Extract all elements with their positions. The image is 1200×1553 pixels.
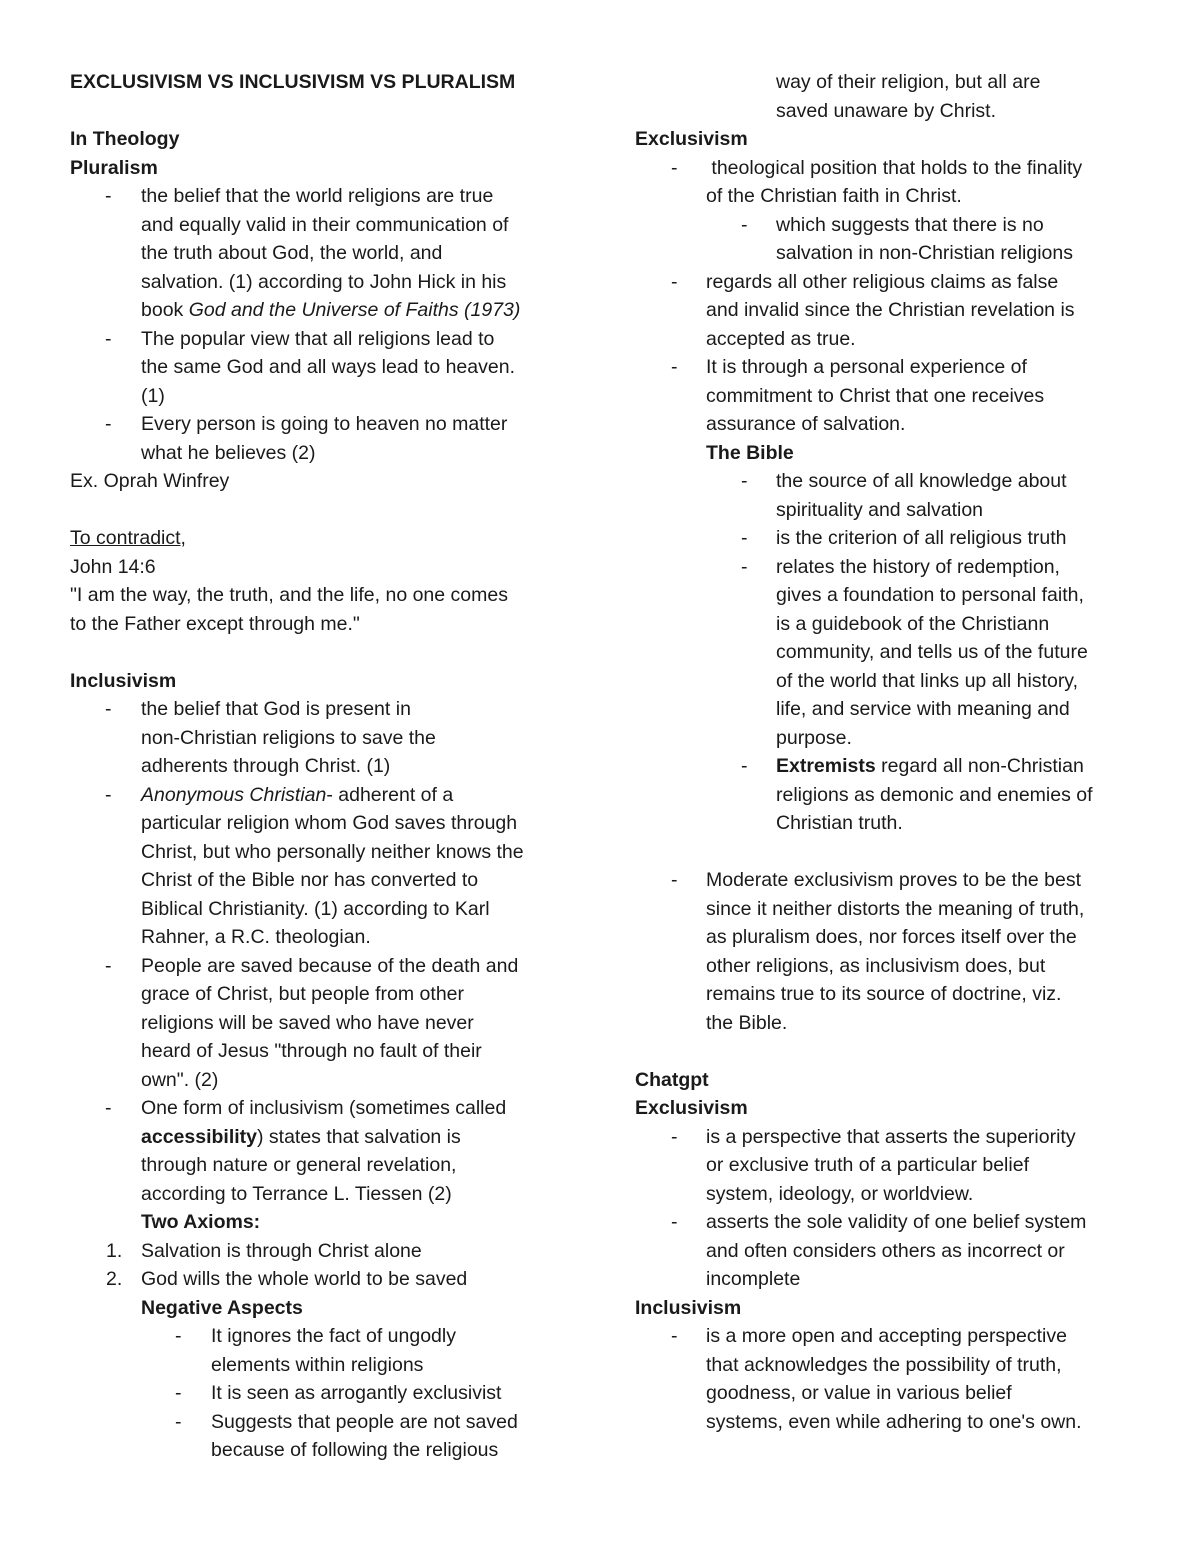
section-heading-text: Chatgpt: [635, 1068, 709, 1091]
list-marker: -: [671, 270, 678, 293]
list-item: [635, 353, 1135, 439]
section-heading: [635, 125, 1135, 154]
list-marker: -: [671, 1211, 678, 1233]
list-item-line: which suggests that there is no: [776, 213, 1044, 236]
list-item: [70, 410, 570, 467]
list-item-line: People are saved because of the death and: [141, 954, 519, 977]
list-item: [70, 1237, 570, 1266]
list-marker: -: [105, 413, 112, 435]
section-heading-text: Inclusivism: [635, 1296, 742, 1319]
section-heading: [635, 1066, 1135, 1095]
subheading-text: The Bible: [706, 441, 794, 464]
section-heading: [635, 1294, 1135, 1323]
paragraph-line-text: "I am the way, the truth, and the life, no one comes: [70, 584, 508, 606]
italic-term: God and the Universe of Faiths (1973): [188, 299, 521, 321]
list-item-line: the Bible.: [706, 1011, 788, 1034]
list-item-line: community, and tells us of the future: [776, 641, 1088, 663]
blank-line: [70, 97, 570, 126]
list-item-continuation: [70, 296, 570, 325]
subheading: [70, 1294, 570, 1323]
list-marker: -: [741, 470, 748, 492]
list-item-line: through nature or general revelation,: [141, 1154, 457, 1176]
list-item-line: God wills the whole world to be saved: [141, 1268, 468, 1290]
list-item-line: system, ideology, or worldview.: [706, 1182, 974, 1205]
list-marker: -: [105, 327, 112, 350]
list-item-line: It ignores the fact of ungodly: [211, 1325, 456, 1347]
list-item-line: since it neither distorts the meaning of truth,: [706, 897, 1085, 920]
subheading-text: Two Axioms:: [141, 1211, 261, 1233]
list-marker: -: [105, 185, 112, 207]
list-item-line: One form of inclusivism (sometimes called: [141, 1097, 507, 1119]
list-marker: -: [175, 1325, 182, 1347]
section-heading: [70, 667, 570, 696]
list-item-line: Rahner, a R.C. theologian.: [141, 926, 371, 948]
list-item-line: particular religion whom God saves through: [141, 812, 518, 834]
list-item-line: of the world that links up all history,: [776, 669, 1079, 692]
section-heading-text: Exclusivism: [635, 1097, 748, 1119]
list-item: [635, 1208, 1135, 1294]
subheading: [70, 1208, 570, 1237]
document-title-text: EXCLUSIVISM VS INCLUSIVISM VS PLURALISM: [70, 71, 516, 93]
list-item-line: remains true to its source of doctrine, viz.: [706, 983, 1062, 1005]
list-item: [635, 467, 1135, 524]
list-item-continuation: [70, 809, 570, 952]
list-item-line: gives a foundation to personal faith,: [776, 584, 1084, 606]
list-item-line: or exclusive truth of a particular belief: [706, 1154, 1029, 1176]
text-run: regard all non-Christian: [875, 755, 1084, 777]
list-item-line: and invalid since the Christian revelation is: [706, 299, 1075, 321]
list-item-line: the belief that God is present in: [141, 698, 411, 720]
paragraph-line: [70, 467, 570, 496]
section-heading-text: Exclusivism: [635, 128, 748, 150]
list-item-line: and equally valid in their communication of: [141, 213, 509, 236]
list-item-line: the source of all knowledge about: [776, 470, 1067, 492]
list-item-line: is a more open and accepting perspective: [706, 1325, 1067, 1347]
list-item: [635, 752, 1135, 781]
right-column: [635, 68, 1135, 1436]
list-item: [70, 781, 570, 810]
list-marker: -: [741, 213, 748, 236]
text-run: - adherent of a: [326, 783, 454, 806]
list-item-line: salvation. (1) according to John Hick in his: [141, 270, 507, 293]
list-item-line: [776, 752, 1135, 781]
list-item-line: spirituality and salvation: [776, 498, 984, 521]
list-item-continuation: [70, 1123, 570, 1152]
list-marker: -: [741, 527, 748, 549]
paragraph-line-text: Ex. Oprah Winfrey: [70, 470, 230, 492]
paragraph-line-text: John 14:6: [70, 555, 156, 578]
list-item: [70, 182, 570, 296]
list-item-line: assurance of salvation.: [706, 413, 906, 435]
list-item-line: commitment to Christ that one receives: [706, 384, 1045, 407]
list-item: [635, 553, 1135, 753]
list-item-line: incomplete: [706, 1268, 801, 1290]
list-item-line: Every person is going to heaven no matter: [141, 413, 508, 435]
section-heading: [635, 1094, 1135, 1123]
blank-line: [635, 1037, 1135, 1066]
list-item-line: asserts the sole validity of one belief system: [706, 1211, 1087, 1233]
list-item-line: purpose.: [776, 726, 852, 749]
underlined-line-text: To contradict,: [70, 527, 186, 549]
list-item: [70, 1265, 570, 1294]
list-item: [635, 524, 1135, 553]
section-heading-text: Inclusivism: [70, 669, 177, 692]
list-item-line: the same God and all ways lead to heaven.: [141, 356, 515, 378]
list-item: [635, 1123, 1135, 1209]
list-item-line: [141, 1123, 570, 1152]
list-marker: -: [105, 783, 112, 806]
list-item-line: is a perspective that asserts the superiority: [706, 1125, 1076, 1148]
list-marker: -: [671, 1125, 678, 1148]
list-item-line: as pluralism does, nor forces itself over the: [706, 926, 1077, 948]
list-marker: -: [741, 755, 748, 777]
list-item: [635, 866, 1135, 1037]
list-marker: 2.: [106, 1268, 123, 1290]
list-item-continuation: [635, 68, 1135, 125]
list-item-line: Christian truth.: [776, 812, 903, 834]
list-item-line: regards all other religious claims as false: [706, 270, 1059, 293]
list-item-line: goodness, or value in various belief: [706, 1382, 1012, 1404]
paragraph-line: [70, 553, 570, 582]
list-item-line: other religions, as inclusivism does, but: [706, 954, 1046, 977]
list-marker: -: [741, 555, 748, 578]
list-marker: -: [175, 1410, 182, 1433]
list-item-line: Christ, but who personally neither knows the: [141, 840, 524, 863]
list-item-line: is the criterion of all religious truth: [776, 527, 1067, 549]
list-item-line: that acknowledges the possibility of truth,: [706, 1353, 1062, 1376]
section-heading-text: In Theology: [70, 128, 180, 150]
list-marker: 1.: [106, 1239, 123, 1262]
list-item: [635, 1322, 1135, 1436]
list-item-line: according to Terrance L. Tiessen (2): [141, 1182, 452, 1205]
list-item-line: systems, even while adhering to one's own.: [706, 1410, 1082, 1433]
list-marker: -: [105, 1097, 112, 1119]
list-item-continuation: [70, 1151, 570, 1208]
list-item: [635, 154, 1135, 211]
paragraph-line: [70, 581, 570, 610]
list-item-line: what he believes (2): [141, 441, 316, 464]
list-item-line: heard of Jesus "through no fault of their: [141, 1040, 482, 1062]
list-item-line: grace of Christ, but people from other: [141, 983, 464, 1005]
list-item-line: [141, 781, 570, 810]
text-run: ) states that salvation is: [257, 1125, 461, 1148]
list-marker: -: [105, 698, 112, 720]
subheading: [635, 439, 1135, 468]
list-item: [70, 952, 570, 1095]
list-item-line: saved unaware by Christ.: [776, 99, 997, 122]
left-column: [70, 68, 570, 1465]
bold-term: Extremists: [776, 755, 876, 777]
list-marker: -: [671, 1325, 678, 1347]
list-item-line: It is seen as arrogantly exclusivist: [211, 1382, 502, 1404]
italic-term: Anonymous Christian: [141, 783, 327, 806]
underlined-line: [70, 524, 570, 553]
list-item-line: Salvation is through Christ alone: [141, 1239, 422, 1262]
list-item-line: Moderate exclusivism proves to be the best: [706, 869, 1082, 891]
list-item: [70, 1379, 570, 1408]
section-heading: [70, 125, 570, 154]
list-item: [635, 268, 1135, 354]
list-item-line: adherents through Christ. (1): [141, 755, 391, 777]
list-marker: -: [105, 954, 112, 977]
list-item-line: relates the history of redemption,: [776, 555, 1060, 578]
list-item-line: religions as demonic and enemies of: [776, 783, 1093, 806]
list-item-line: accepted as true.: [706, 327, 856, 350]
list-item-line: religions will be saved who have never: [141, 1011, 474, 1034]
list-item-line: salvation in non-Christian religions: [776, 242, 1073, 264]
list-item-line: elements within religions: [211, 1353, 424, 1376]
list-item-line: is a guidebook of the Christiann: [776, 612, 1050, 635]
document-title: [70, 68, 570, 97]
list-item-line: own". (2): [141, 1068, 219, 1091]
list-item: [70, 1094, 570, 1123]
list-item-line: and often considers others as incorrect or: [706, 1239, 1065, 1262]
list-item-line: way of their religion, but all are: [776, 71, 1041, 93]
blank-line: [635, 838, 1135, 867]
list-item-line: Biblical Christianity. (1) according to Karl: [141, 897, 490, 920]
list-marker: -: [671, 356, 678, 378]
blank-line: [70, 496, 570, 525]
list-item-line: It is through a personal experience of: [706, 356, 1027, 378]
subheading-text: Negative Aspects: [141, 1296, 303, 1319]
blank-line: [70, 638, 570, 667]
list-item: [70, 1408, 570, 1465]
list-item-line: the belief that the world religions are true: [141, 185, 494, 207]
list-item-line: The popular view that all religions lead to: [141, 327, 495, 350]
bold-term: accessibility: [141, 1125, 257, 1148]
list-item-line: Suggests that people are not saved: [211, 1410, 518, 1433]
list-item-line: life, and service with meaning and: [776, 698, 1070, 720]
list-item: [70, 325, 570, 411]
list-item-line: (1): [141, 384, 165, 407]
text-run: book: [141, 299, 189, 321]
list-marker: -: [671, 156, 678, 179]
list-item: [635, 211, 1135, 268]
list-item-continuation: [635, 781, 1135, 838]
paragraph-line: [70, 610, 570, 639]
list-item: [70, 695, 570, 781]
list-item: [70, 1322, 570, 1379]
list-item-line: [141, 296, 570, 325]
section-heading: [70, 154, 570, 183]
list-item-line: non-Christian religions to save the: [141, 726, 436, 749]
list-item-line: Christ of the Bible nor has converted to: [141, 869, 479, 891]
section-heading-text: Pluralism: [70, 156, 158, 179]
list-marker: -: [175, 1382, 182, 1404]
list-marker: -: [671, 869, 678, 891]
list-item-line: of the Christian faith in Christ.: [706, 185, 962, 207]
list-item-line: because of following the religious: [211, 1439, 499, 1461]
paragraph-line-text: to the Father except through me.": [70, 612, 360, 635]
list-item-line: the truth about God, the world, and: [141, 242, 443, 264]
list-item-line: theological position that holds to the finality: [706, 156, 1083, 179]
